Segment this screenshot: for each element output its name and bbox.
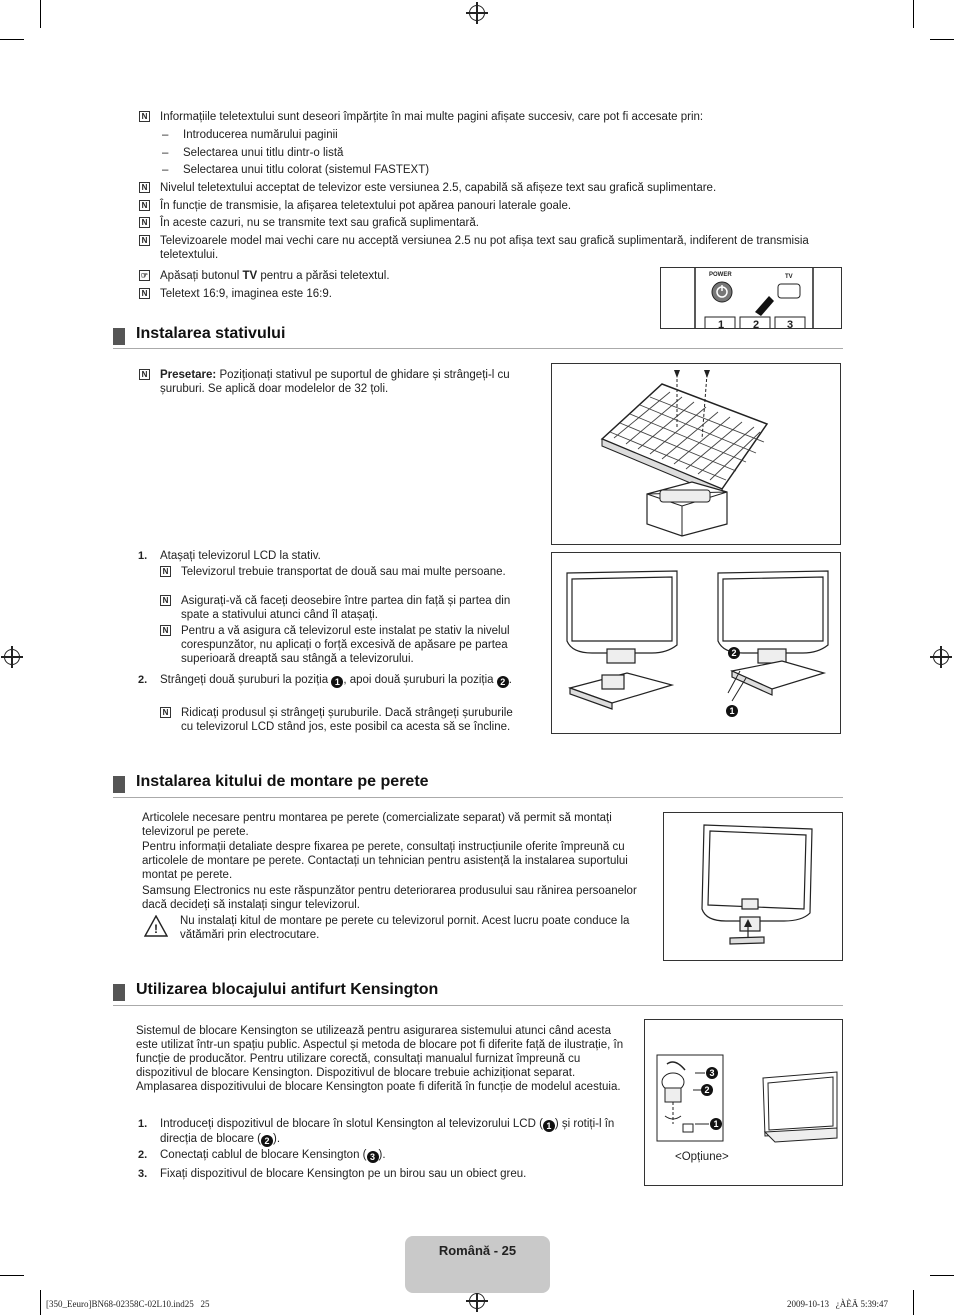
note-item: N Televizoarele model mai vechi care nu acceptă versiunea 2.5 nu pot afișa text sau grafică suplimentară, indiferent de transmisia teletextului. bbox=[139, 234, 819, 262]
remote-illustration bbox=[661, 268, 842, 329]
note-item: N Informațiile teletextului sunt deseori împărțite în mai multe pagini afișate succesiv, care pot fi accesate prin: bbox=[139, 110, 759, 124]
date-info: 2009-10-13 ¿ÀÈÄ 5:39:47 bbox=[787, 1299, 888, 1309]
note-icon: N bbox=[139, 217, 150, 228]
step-text: Fixați dispozitivul de blocare Kensington pe un birou sau un obiect greu. bbox=[160, 1168, 527, 1180]
step-text: Strângeți două șuruburi la poziția 1 , apoi două șuruburi la poziția 2 . bbox=[160, 674, 512, 687]
note-icon: N bbox=[139, 111, 150, 122]
paragraph: Sistemul de blocare Kensington se utilizează pentru asigurarea sistemului atunci când acesta este utilizat într-un spațiu public. Aspectul și metoda de blocare pot fi diferite față de ilustrație, în funcție de producător. Pentru utilizare corectă, consultați manualul furnizat împreună cu dispozitivul de blocare Kensington. Dispozitivul de blocare trebuie achiziționat separat. Amplasarea dispozitivului de blocare Kensington poate fi diferită în funcție de modelul acestuia. bbox=[136, 1025, 624, 1093]
note-icon: N bbox=[139, 235, 150, 246]
crop-mark bbox=[930, 39, 954, 40]
crop-mark bbox=[913, 0, 914, 28]
option-label: <Opțiune> bbox=[675, 1151, 729, 1163]
warning-icon bbox=[144, 915, 168, 941]
svg-text:!: ! bbox=[154, 922, 158, 936]
file-info: [350_Eeuro]BN68-02358C-02L10.ind25 25 bbox=[46, 1299, 210, 1309]
crop-mark bbox=[930, 1275, 954, 1276]
marker-2: 2 bbox=[261, 1135, 273, 1147]
key-2: 2 bbox=[753, 319, 760, 329]
preset-note: N Presetare: Poziționați stativul pe suportul de ghidare și strângeți-l cu șuruburi. Se aplică doar modelelor de 32 țoli. bbox=[139, 368, 519, 396]
heading-bar bbox=[113, 776, 125, 793]
step-text: Introduceți dispozitivul de blocare în slotul Kensington al televizorului LCD ( 1 ) și rotiți-l în direcția de blocare ( 2 ). bbox=[160, 1118, 615, 1146]
wall-mount-figure bbox=[663, 812, 843, 961]
section-title: Instalarea stativului bbox=[136, 325, 286, 342]
step-text: Atașați televizorul LCD la stativ. bbox=[160, 550, 321, 562]
note-icon: N bbox=[139, 182, 150, 193]
note-item: N Ridicați produsul și strângeți șuruburile. Dacă strângeți șuruburile cu televizorul LCD stând jos, este posibil ca acesta să se încline. bbox=[160, 706, 520, 734]
marker-1: 1 bbox=[331, 676, 343, 688]
note-item: N În funcție de transmisie, la afișarea teletextului pot apărea panouri laterale goale. bbox=[139, 199, 819, 213]
step-number: 3. bbox=[138, 1168, 148, 1180]
note-icon: N bbox=[139, 369, 150, 380]
step-text: Conectați cablul de blocare Kensington ( 3 ). bbox=[160, 1149, 386, 1162]
stand-guide-figure bbox=[551, 363, 841, 545]
page-number-badge bbox=[405, 1236, 550, 1293]
marker-1: 1 bbox=[726, 705, 738, 717]
crop-mark bbox=[40, 0, 41, 28]
marker-3: 3 bbox=[367, 1151, 379, 1163]
crop-mark bbox=[0, 39, 24, 40]
section-rule bbox=[113, 797, 843, 798]
section-rule bbox=[113, 1005, 843, 1006]
registration-mark-icon bbox=[469, 1293, 485, 1309]
marker-2: 2 bbox=[497, 676, 509, 688]
crop-mark bbox=[0, 1275, 24, 1276]
page-number: Română - 25 bbox=[438, 1243, 517, 1258]
marker-2: 2 bbox=[701, 1084, 713, 1096]
tv-label: TV bbox=[785, 274, 793, 280]
note-icon: N bbox=[160, 707, 171, 718]
paragraph: Articolele necesare pentru montarea pe perete (comercializate separat) vă permit să montați televizorul pe perete. bbox=[142, 812, 612, 838]
crop-mark bbox=[40, 1290, 41, 1315]
remote-figure bbox=[660, 267, 842, 329]
section-title: Utilizarea blocajului antifurt Kensington bbox=[136, 981, 439, 998]
registration-mark-icon bbox=[4, 649, 20, 665]
wall-mount-illustration bbox=[664, 813, 844, 962]
stand-attach-figure bbox=[551, 552, 841, 734]
crop-mark bbox=[913, 1290, 914, 1315]
note-icon: N bbox=[139, 288, 150, 299]
warning-text: Nu instalați kitul de montare pe perete cu televizorul pornit. Acest lucru poate conduce la vătămări prin electrocutare. bbox=[180, 915, 630, 941]
section-rule bbox=[113, 348, 843, 349]
note-icon: N bbox=[160, 566, 171, 577]
note-icon: N bbox=[160, 625, 171, 636]
note-item: N În aceste cazuri, nu se transmite text sau grafică suplimentară. bbox=[139, 216, 819, 230]
note-item: ☞ Apăsați butonul TV pentru a părăsi teletextul. bbox=[140, 270, 390, 282]
power-label: POWER bbox=[709, 272, 732, 278]
step-number: 1. bbox=[138, 1118, 148, 1130]
note-icon: N bbox=[160, 595, 171, 606]
paragraph: Pentru informații detaliate despre fixarea pe perete, consultați instrucțiunile oferite împreună cu articolele de montare pe perete. Contactați un tehnician pentru asistență la instalarea suportului montat pe perete. bbox=[142, 841, 628, 881]
hand-note-icon: ☞ bbox=[140, 271, 149, 280]
marker-1: 1 bbox=[710, 1118, 722, 1130]
registration-mark-icon bbox=[933, 649, 949, 665]
kensington-figure bbox=[644, 1019, 843, 1186]
registration-mark-icon bbox=[469, 5, 485, 21]
heading-bar bbox=[113, 328, 125, 345]
key-1: 1 bbox=[718, 319, 725, 329]
marker-3: 3 bbox=[706, 1067, 718, 1079]
note-item: N Televizorul trebuie transportat de două sau mai multe persoane. bbox=[160, 565, 520, 579]
step-number: 2. bbox=[138, 1149, 148, 1161]
note-item: N Asigurați-vă că faceți deosebire între partea din față și partea din spate a stativului atunci când îl atașați. bbox=[160, 594, 520, 622]
step-number: 2. bbox=[138, 674, 148, 686]
paragraph: Samsung Electronics nu este răspunzător pentru deteriorarea produsului sau rănirea persoanelor dacă decideți să instalați singur televizorul. bbox=[142, 885, 637, 911]
heading-bar bbox=[113, 984, 125, 1001]
key-3: 3 bbox=[787, 319, 794, 329]
section-title: Instalarea kitului de montare pe perete bbox=[136, 773, 429, 790]
marker-1: 1 bbox=[543, 1120, 555, 1132]
stand-guide-illustration bbox=[552, 364, 842, 546]
step-number: 1. bbox=[138, 550, 148, 562]
note-item: N Teletext 16:9, imaginea este 16:9. bbox=[139, 287, 639, 301]
marker-2: 2 bbox=[728, 647, 740, 659]
note-item: N Nivelul teletextului acceptat de televizor este versiunea 2.5, capabilă să afișeze text sau grafică suplimentare. bbox=[139, 181, 819, 195]
note-icon: N bbox=[139, 200, 150, 211]
stand-attach-illustration bbox=[552, 553, 842, 735]
note-item: N Pentru a vă asigura că televizorul este instalat pe stativ la nivelul corespunzător, nu aplicați o forță excesivă de apăsare pe partea superioară dreaptă sau stângă a televizorului. bbox=[160, 624, 520, 666]
